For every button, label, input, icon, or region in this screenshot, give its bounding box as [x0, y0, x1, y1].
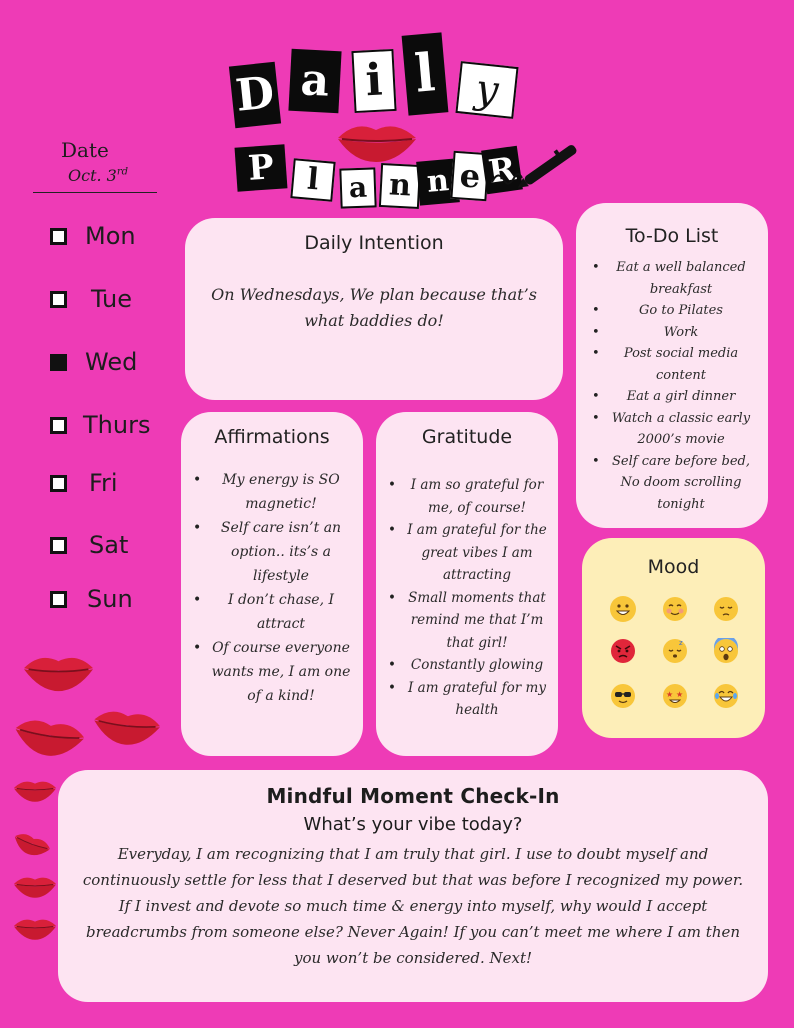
svg-text:★: ★	[676, 690, 684, 699]
day-wed[interactable]	[50, 348, 137, 376]
date-suffix: rd	[116, 166, 129, 178]
day-label: Sat	[89, 531, 129, 559]
title-letter: P	[235, 144, 288, 191]
day-label: Sun	[87, 585, 133, 613]
checkbox[interactable]	[50, 537, 67, 554]
gratitude-item[interactable]: • Constantly glowing	[390, 654, 550, 677]
svg-text:★: ★	[666, 690, 674, 699]
sunglasses-face-icon[interactable]	[610, 683, 636, 709]
checkbox[interactable]	[50, 228, 67, 245]
date-underline	[33, 192, 157, 193]
daily-intention-card	[185, 218, 563, 400]
mindful-subtitle: What’s your vibe today?	[303, 814, 523, 835]
title-letter: y	[455, 61, 518, 119]
day-label: Tue	[91, 285, 132, 313]
todo-item[interactable]: • Eat a girl dinner	[594, 386, 756, 408]
day-sat[interactable]	[50, 531, 128, 559]
affirmation-item[interactable]: • Of course everyone wants me, I am one of a kind!	[195, 636, 353, 708]
checkbox-checked[interactable]	[50, 354, 67, 371]
gratitude-list	[390, 474, 550, 722]
day-label: Thurs	[83, 411, 151, 439]
title-letter: R	[481, 146, 523, 195]
angry-face-icon[interactable]	[610, 638, 636, 664]
todo-item[interactable]: • Eat a well balanced breakfast	[594, 257, 756, 300]
checkbox[interactable]	[50, 475, 67, 492]
star-struck-face-icon[interactable]	[662, 683, 688, 709]
todo-item[interactable]: • Watch a classic early 2000’s movie	[594, 408, 756, 451]
affirmations-list	[195, 468, 353, 708]
day-tue[interactable]	[50, 285, 132, 313]
gratitude-item[interactable]: • I am grateful for the great vibes I am attracting	[390, 519, 550, 587]
title-letter: e	[450, 151, 489, 201]
day-label: Mon	[85, 222, 136, 250]
affirmation-item[interactable]: • I don’t chase, I attract	[195, 588, 353, 636]
pensive-face-icon[interactable]	[713, 596, 739, 622]
todo-list	[594, 257, 756, 515]
gratitude-item[interactable]: • I am grateful for my health	[390, 677, 550, 722]
day-sun[interactable]	[50, 585, 133, 613]
title-letter: a	[339, 167, 376, 208]
todo-item[interactable]: • Work	[594, 322, 756, 344]
checkbox[interactable]	[50, 417, 67, 434]
day-fri[interactable]	[50, 469, 118, 497]
date-label: Date	[61, 138, 109, 162]
laughing-tears-face-icon[interactable]	[713, 683, 739, 709]
day-label: Wed	[85, 348, 138, 376]
gratitude-item[interactable]: • Small moments that remind me that I’m that girl!	[390, 587, 550, 655]
gratitude-item[interactable]: • I am so grateful for me, of course!	[390, 474, 550, 519]
mindful-card	[58, 770, 768, 1002]
card-title: Daily Intention	[304, 232, 444, 254]
day-mon[interactable]	[50, 222, 136, 250]
title-letter: i	[351, 49, 396, 113]
title-letter: a	[288, 49, 341, 114]
sleeping-face-icon[interactable]	[662, 638, 688, 664]
smiling-blush-face-icon[interactable]	[662, 596, 688, 622]
affirmation-item[interactable]: • My energy is SO magnetic!	[195, 468, 353, 516]
todo-card	[576, 203, 768, 528]
screaming-face-icon[interactable]	[713, 638, 739, 664]
checkbox[interactable]	[50, 591, 67, 608]
card-title: To-Do List	[625, 225, 719, 247]
todo-item[interactable]: • Self care before bed, No doom scrolling tonight	[594, 451, 756, 516]
title-letter: l	[402, 32, 449, 115]
mood-card	[582, 538, 765, 738]
card-title: Mood	[647, 556, 700, 578]
svg-text:z: z	[679, 639, 683, 647]
pen-icon	[490, 134, 590, 194]
date-value[interactable]	[68, 166, 128, 185]
title-letter: n	[416, 158, 460, 205]
affirmations-card	[181, 412, 363, 756]
gratitude-card	[376, 412, 558, 756]
lips-icon	[336, 118, 418, 164]
day-thurs[interactable]	[50, 411, 150, 439]
grinning-face-icon[interactable]	[610, 596, 636, 622]
intention-text[interactable]: On Wednesdays, We plan because that’s what baddies do!	[211, 285, 537, 330]
title-letter: n	[379, 163, 421, 209]
checkbox[interactable]	[50, 291, 67, 308]
day-label: Fri	[89, 469, 118, 497]
mindful-title: Mindful Moment Check-In	[266, 784, 560, 808]
todo-item[interactable]: • Post social media content	[594, 343, 756, 386]
affirmation-item[interactable]: • Self care isn’t an option.. its’s a lifestyle	[195, 516, 353, 588]
card-title: Gratitude	[421, 426, 513, 448]
date-value-text: Oct. 3	[68, 166, 117, 185]
card-title: Affirmations	[214, 426, 330, 448]
title-letter: l	[290, 158, 335, 202]
todo-item[interactable]: • Go to Pilates	[594, 300, 756, 322]
title-letter: D	[229, 62, 281, 128]
mindful-text[interactable]: Everyday, I am recognizing that I am truly that girl. I use to doubt myself and continuously settle for less that I deserved but that was before I recognized my power. If I invest and devote so much time & energy into myself, why would I accept breadcrumbs from someone else? Never Again! If you can’t meet me where I am then you won’t be considered. Next!	[82, 845, 744, 967]
